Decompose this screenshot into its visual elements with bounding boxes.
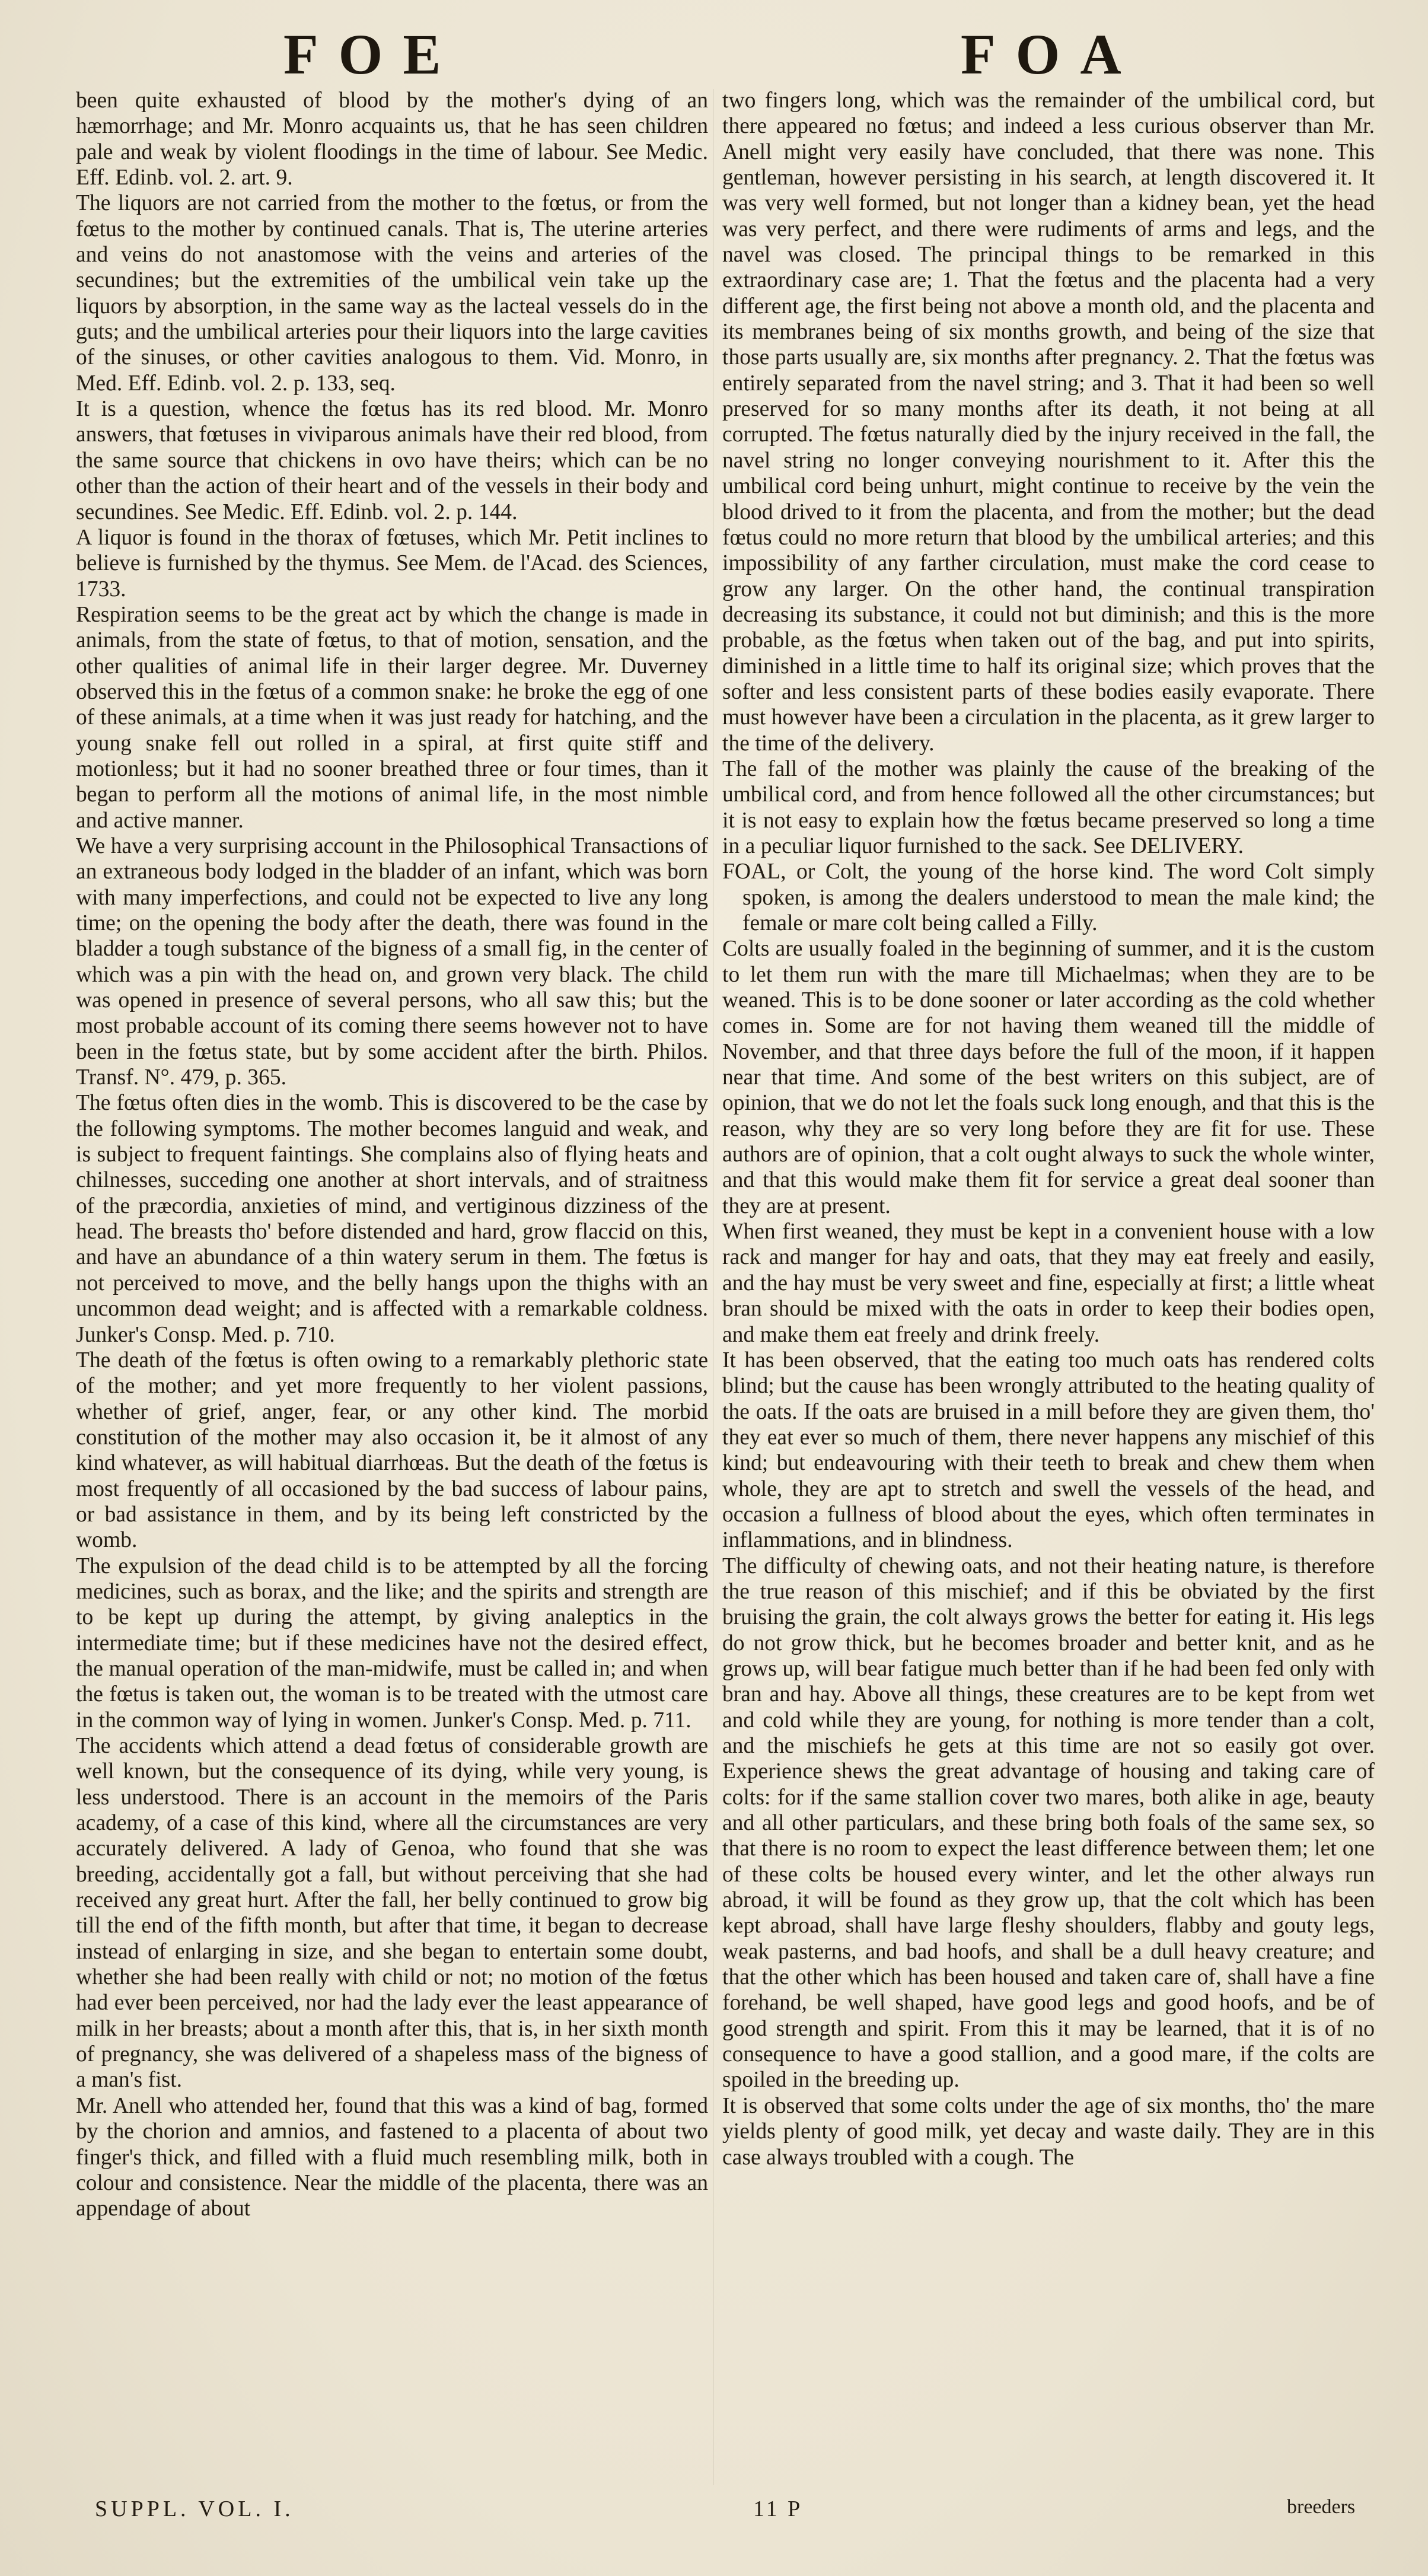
- paragraph: We have a very surprising account in the Philosophical Transactions of an extraneous body lodged in the bladder of an infant, which was born with many imperfections, and could not be expected to live any long time; on the opening the body after the death, there was found in the bladder a tough substance of the bigness of a small fig, in the center of which was a pin with the head on, and grown very black. The child was opened in presence of several persons, who all saw this; but the most probable account of its coming there seems however not to have been in the fœtus state, but by some accident after the birth. Philos. Transf. N°. 479, p. 365.: [76, 833, 708, 1090]
- paragraph: The fœtus often dies in the womb. This is discovered to be the case by the following symptoms. The mother becomes languid and weak, and is subject to frequent faintings. She complains also of flying heats and chilnesses, succeding one another at short intervals, and of straitness of the præcordia, anxieties of mind, and vertiginous dizziness of the head. The breasts tho' before distended and hard, grow flaccid on this, and have an abundance of a thin watery serum in them. The fœtus is not perceived to move, and the belly hangs upon the thighs with an uncommon dead weight; and is affected with a remarkable coldness. Junker's Consp. Med. p. 710.: [76, 1091, 708, 1347]
- page-footer: [0, 2496, 1428, 2532]
- paragraph: The expulsion of the dead child is to be attempted by all the forcing medicines, such as borax, and the like; and the spirits and strength are to be kept up during the attempt, by giving analeptics in the intermediate time; but if these medicines have not the desired effect, the manual operation of the man-midwife, must be called in; and when the fœtus is taken out, the woman is to be treated with the utmost care in the common way of lying in women. Junker's Consp. Med. p. 711.: [76, 1553, 708, 1733]
- running-head: [0, 21, 1428, 87]
- paragraph: two fingers long, which was the remainder of the umbilical cord, but there appeared no fœtus; and indeed a less curious observer than Mr. Anell might very easily have concluded, that there was none. This gentleman, however persisting in his search, at length discovered it. It was very well formed, but not longer than a kidney bean, yet the head was very perfect, and there were rudiments of arms and legs, and the navel was closed. The principal things to be remarked in this extraordinary case are; 1. That the fœtus and the placenta had a very different age, the first being not above a month old, and the placenta and its membranes being of six months growth, and being of the size that those parts usually are, six months after pregnancy. 2. That the fœtus was entirely separated from the navel string; and 3. That it had been so well preserved for so many months after its death, it not being at all corrupted. The fœtus naturally died by the injury received in the fall, the navel string no longer conveying nourishment to it. After this the umbilical cord being unhurt, might continue to receive by the vein the blood drived to it from the placenta, and from the mother; but the dead fœtus could no more return that blood by the umbilical arteries; and this impossibility of any farther circulation, must make the cord cease to grow any larger. On the other hand, the continual transpiration decreasing its substance, it could not but diminish; and this is the more probable, as the fœtus when taken out of the bag, and put into spirits, diminished in a little time to half its original size; which proves that the softer and less consistent parts of these bodies easily evaporate. There must however have been a circulation in the placenta, as it grew larger to the time of the delivery.: [722, 88, 1375, 756]
- paragraph: It has been observed, that the eating too much oats has rendered colts blind; but the cause has been wrongly attributed to the heating quality of the oats. If the oats are bruised in a mill before they are given them, tho' they eat ever so much of them, there never happens any mischief of this kind; but endeavouring with their teeth to break and chew them when whole, they are apt to stretch and swell the vessels of the head, and occasion a fullness of blood about the eyes, which often terminates in inflammations, and in blindness.: [722, 1348, 1375, 1553]
- column-divider: [713, 89, 714, 2485]
- paragraph: A liquor is found in the thorax of fœtuses, which Mr. Petit inclines to believe is furnished by the thymus. See Mem. de l'Acad. des Sciences, 1733.: [76, 525, 708, 601]
- volume-signature: SUPPL. VOL. I.: [95, 2497, 294, 2521]
- paragraph: been quite exhausted of blood by the mother's dying of an hæmorrhage; and Mr. Monro acquaints us, that he has seen children pale and weak by violent floodings in the time of labour. See Medic. Eff. Edinb. vol. 2. art. 9.: [76, 88, 708, 190]
- paragraph: Respiration seems to be the great act by which the change is made in animals, from the state of fœtus, to that of motion, sensation, and the other qualities of animal life in their larger degree. Mr. Duverney observed this in the fœtus of a common snake: he broke the egg of one of these animals, at a time when it was just ready for hatching, and the young snake fell out rolled in a spiral, at first quite stiff and motionless; but it had no sooner breathed three or four times, than it began to perform all the motions of animal life, in the most nimble and active manner.: [76, 602, 708, 833]
- paragraph: It is a question, whence the fœtus has its red blood. Mr. Monro answers, that fœtuses in viviparous animals have their red blood, from the same source that chickens in ovo have theirs; which can be no other than the action of their heart and of the vessels in their body and secundines. See Medic. Eff. Edinb. vol. 2. p. 144.: [76, 397, 708, 524]
- gathering-signature: 11 P: [753, 2497, 803, 2521]
- left-column: [76, 88, 708, 2222]
- paragraph: The fall of the mother was plainly the cause of the breaking of the umbilical cord, and from hence followed all the other circumstances; but it is not easy to explain how the fœtus became preserved so long a time in a peculiar liquor furnished to the sack. See DELIVERY.: [722, 756, 1375, 858]
- headword-right: FOA: [961, 23, 1142, 86]
- paragraph: Mr. Anell who attended her, found that this was a kind of bag, formed by the chorion and amnios, and fastened to a placenta of about two finger's thick, and filled with a fluid much resembling milk, both in colour and consistence. Near the middle of the placenta, there was an appendage of about: [76, 2093, 708, 2221]
- paragraph: The accidents which attend a dead fœtus of considerable growth are well known, but the consequence of its dying, while very young, is less understood. There is an account in the memoirs of the Paris academy, of a case of this kind, where all the circumstances are very accurately delivered. A lady of Genoa, who found that she was breeding, accidentally got a fall, but without perceiving that she had received any great hurt. After the fall, her belly continued to grow big till the end of the fifth month, but after that time, it began to decrease instead of enlarging in size, and she began to entertain some doubt, whether she had been really with child or not; no motion of the fœtus had ever been perceived, nor had the lady ever the least appearance of milk in her breasts; about a month after this, that is, in her sixth month of pregnancy, she was delivered of a shapeless mass of the bigness of a man's fist.: [76, 1734, 708, 2093]
- right-column: [722, 88, 1375, 2170]
- paragraph: The difficulty of chewing oats, and not their heating nature, is therefore the true reason of this mischief; and if this be obviated by the first bruising the grain, the colt always grows the better for eating it. His legs do not grow thick, but he becomes broader and better knit, and as he grows up, will bear fatigue much better than if he had been fed only with bran and hay. Above all things, these creatures are to be kept from wet and cold while they are young, for nothing is more tender than a colt, and the mischiefs he gets at this time are not so easily got over. Experience shews the great advantage of housing and taking care of colts: for if the same stallion cover two mares, both alike in age, beauty and all other particulars, and these bring both foals of the same sex, so that there is no room to expect the least difference between them; let one of these colts be housed every winter, and let the other always run abroad, it will be found as they grow up, that the colt which has been kept abroad, shall have large fleshy shoulders, flabby and gouty legs, weak pasterns, and bad hoofs, and shall be a dull heavy creature; and that the other which has been housed and taken care of, shall have a fine forehand, be well shaped, have good legs and good hoofs, and be of good strength and spirit. From this it may be learned, that it is of no consequence to have a good stallion, and a good mare, if the colts are spoiled in the breeding up.: [722, 1553, 1375, 2093]
- headword-left: FOE: [283, 23, 461, 86]
- paragraph: The liquors are not carried from the mother to the fœtus, or from the fœtus to the mother by continued canals. That is, The uterine arteries and veins do not anastomose with the veins and arteries of the secundines; but the extremities of the umbilical vein take up the liquors by absorption, in the same way as the lacteal vessels do in the guts; and the umbilical arteries pour their liquors into the large cavities of the sinuses, or other cavities analogous to them. Vid. Monro, in Med. Eff. Edinb. vol. 2. p. 133, seq.: [76, 191, 708, 396]
- paragraph: It is observed that some colts under the age of six months, tho' the mare yields plenty of good milk, yet decay and waste daily. They are in this case always troubled with a cough. The: [722, 2093, 1375, 2170]
- catchword: breeders: [1287, 2496, 1356, 2518]
- paragraph: When first weaned, they must be kept in a convenient house with a low rack and manger for hay and oats, that they may eat freely and easily, and the hay must be very sweet and fine, especially at first; a little wheat bran should be mixed with the oats in order to keep their bodies open, and make them eat freely and drink freely.: [722, 1219, 1375, 1347]
- paragraph: The death of the fœtus is often owing to a remarkably plethoric state of the mother; and yet more frequently to her violent passions, whether of grief, anger, fear, or any other kind. The morbid constitution of the mother may also occasion it, be it almost of any kind whatever, as will habitual diarrhœas. But the death of the fœtus is most frequently of all occasioned by the bad success of labour pains, or bad assistance in them, and by its being left constricted by the womb.: [76, 1348, 708, 1553]
- paragraph: Colts are usually foaled in the beginning of summer, and it is the custom to let them run with the mare till Michaelmas; when they are to be weaned. This is to be done sooner or later according as the cold whether comes in. Some are for not having them weaned till the middle of November, and that three days before the full of the moon, if it happen near that time. And some of the best writers on this subject, are of opinion, that we do not let the foals suck long enough, and that this is the reason, why they are so very long before they are fit for use. These authors are of opinion, that a colt ought always to suck the whole winter, and that this would make them fit for service a great deal sooner than they are at present.: [722, 937, 1375, 1218]
- entry-foal: FOAL, or Colt, the young of the horse kind. The word Colt simply spoken, is among the dealers understood to mean the male kind; the female or mare colt being called a Filly.: [722, 859, 1375, 935]
